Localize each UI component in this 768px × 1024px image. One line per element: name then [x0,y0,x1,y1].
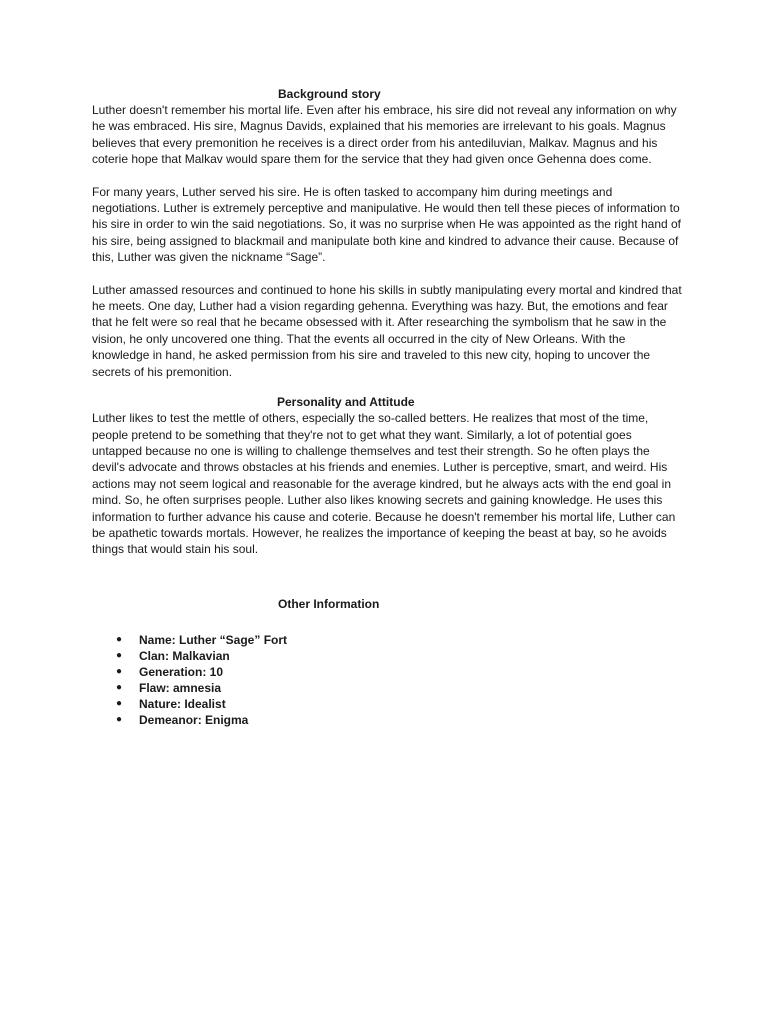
personality-heading: Personality and Attitude [277,395,415,410]
info-flaw: Flaw: amnesia [139,680,222,695]
background-paragraph-1: Luther doesn't remember his mortal life. Even after his embrace, his sire did not reveal any information on why he was embraced. His sire, Magnus Davids, explained that his memories are irrelevant to his goals. Magnus believes that every premonition he receives is a direct order from his antediluvian, Malkav. Magnus and his coterie hope that Malkav would spare them for the service that they had given once Gehenna does come. [92,103,677,167]
list-item [116,712,682,728]
info-nature: Nature: Idealist [139,696,226,711]
other-information-heading: Other Information [278,596,380,611]
info-name: Name: Luther “Sage” Fort [139,632,288,647]
info-clan: Clan: Malkavian [139,648,230,663]
other-information-list [92,632,682,728]
info-demeanor: Demeanor: Enigma [139,712,249,727]
info-generation: Generation: 10 [139,664,224,679]
bullet-icon: ● [116,697,123,709]
list-item [116,664,682,680]
list-item [116,632,682,648]
bullet-icon: ● [116,681,123,693]
background-story-heading: Background story [278,87,381,101]
document-page [92,86,682,728]
bullet-icon: ● [116,633,123,645]
bullet-icon: ● [116,649,123,661]
bullet-icon: ● [116,665,123,677]
background-paragraph-2: For many years, Luther served his sire. He is often tasked to accompany him during meetings and negotiations. Luther is extremely perceptive and manipulative. He would then tell these pieces of information to his sire in order to win the said negotiations. So, it was no surprise when He was appointed as the right hand of his sire, being assigned to blackmail and manipulate both kine and kindred to advance their cause. Because of this, Luther was given the nickname “Sage”. [92,184,682,265]
personality-paragraph: Luther likes to test the mettle of others, especially the so-called betters. He realizes that most of the time, people pretend to be something that they're not to get what they want. Similarly, a lot of potential goes untapped because no one is willing to challenge themselves and test their strength. So he often plays the devil's advocate and throws obstacles at his friends and enemies. Luther is perceptive, smart, and weird. His actions may not seem logical and reasonable for the average kindred, but he always acts with the end goal in mind. So, he often surprises people. Luther also likes knowing secrets and gaining knowledge. He uses this information to further advance his cause and coterie. Because he doesn't remember his mortal life, Luther can be apathetic towards mortals. However, he realizes the importance of keeping the beast at bay, so he avoids things that would stain his soul. [92,411,676,557]
background-paragraph-3: Luther amassed resources and continued to hone his skills in subtly manipulating every mortal and kindred that he meets. One day, Luther had a vision regarding gehenna. Everything was hazy. But, the emotions and fear that he felt were so real that he became obsessed with it. After researching the symbolism that he saw in the vision, he only uncovered one thing. That the events all occurred in the city of New Orleans. With the knowledge in hand, he asked permission from his sire and traveled to this new city, hoping to uncover the secrets of his premonition. [92,282,682,379]
list-item [116,680,682,696]
bullet-icon: ● [116,713,123,725]
list-item [116,648,682,664]
list-item [116,696,682,712]
